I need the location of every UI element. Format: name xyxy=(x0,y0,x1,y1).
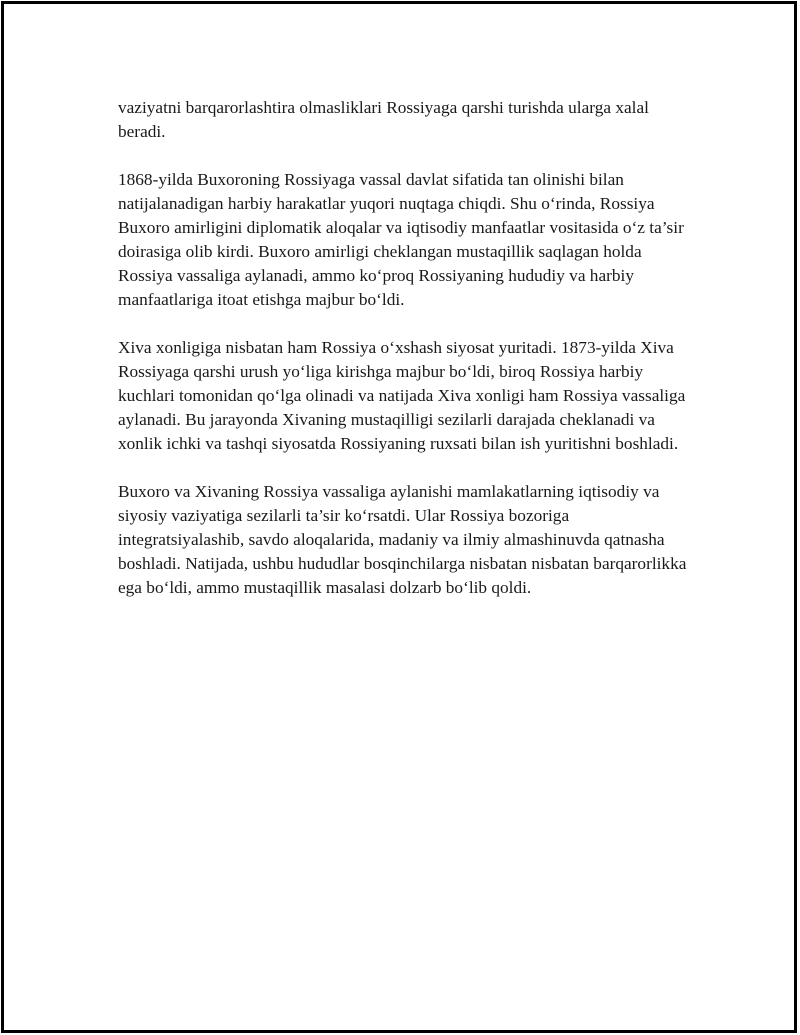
page-frame xyxy=(1,1,797,1033)
paragraph-1: vaziyatni barqarorlashtira olmasliklari Rossiyaga qarshi turishda ularga xalal beradi. xyxy=(118,98,649,141)
paragraph-4: Buxoro va Xivaning Rossiya vassaliga aylanishi mamlakatlarning iqtisodiy va siyosiy vaziyatiga sezilarli ta’sir ko‘rsatdi. Ular Rossiya bozoriga integratsiyalashib, savdo aloqalarida, madaniy va ilmiy almashinuvda qatnasha boshladi. Natijada, ushbu hududlar bosqinchilarga nisbatan nisbatan barqarorlikka ega bo‘ldi, ammo mustaqillik masalasi dolzarb bo‘lib qoldi. xyxy=(118,482,687,597)
page-body-text xyxy=(118,96,698,624)
paragraph-3: Xiva xonligiga nisbatan ham Rossiya o‘xshash siyosat yuritadi. 1873-yilda Xiva Rossiyaga qarshi urush yo‘liga kirishga majbur bo‘ldi, biroq Rossiya harbiy kuchlari tomonidan qo‘lga olinadi va natijada Xiva xonligi ham Rossiya vassaliga aylanadi. Bu jarayonda Xivaning mustaqilligi sezilarli darajada cheklanadi va xonlik ichki va tashqi siyosatda Rossiyaning ruxsati bilan ish yuritishni boshladi. xyxy=(118,338,686,453)
paragraph-2: 1868-yilda Buxoroning Rossiyaga vassal davlat sifatida tan olinishi bilan natijalanadigan harbiy harakatlar yuqori nuqtaga chiqdi. Shu o‘rinda, Rossiya Buxoro amirligini diplomatik aloqalar va iqtisodiy manfaatlar vositasida o‘z ta’sir doirasiga olib kirdi. Buxoro amirligi cheklangan mustaqillik saqlagan holda Rossiya vassaliga aylanadi, ammo ko‘proq Rossiyaning hududiy va harbiy manfaatlariga itoat etishga majbur bo‘ldi. xyxy=(118,170,684,309)
